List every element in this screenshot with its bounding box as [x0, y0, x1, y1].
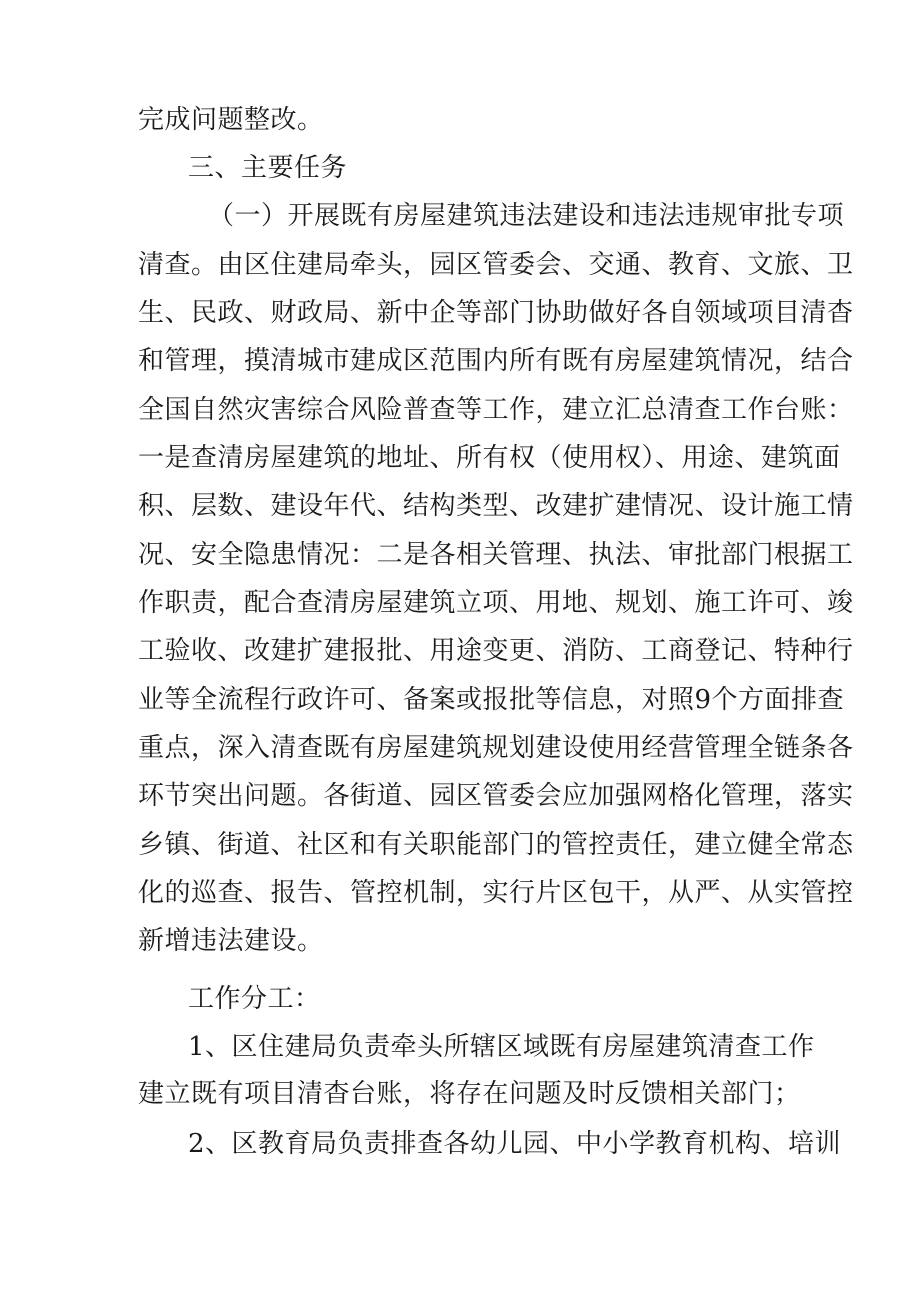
paragraph-line: 积、层数、建设年代、结构类型、改建扩建情况、设计施工情 — [138, 491, 854, 521]
list-item-2-line: 2、区教育局负责排查各幼儿园、中小学教育机构、培训 — [188, 1129, 842, 1159]
section-heading: 三、主要任务 — [188, 153, 348, 183]
paragraph-line: 况、安全隐患情况：二是各相关管理、执法、审批部门根据工 — [138, 540, 854, 570]
paragraph-line: 作职责，配合查清房屋建筑立项、用地、规划、施工许可、竣 — [138, 588, 854, 618]
paragraph-line: 工验收、改建扩建报批、用途变更、消防、工商登记、特种行 — [138, 636, 854, 666]
paragraph-line: 清查。由区住建局牵头，园区管委会、交通、教育、文旅、卫 — [138, 250, 854, 280]
list-item-1-line: 1、区住建局负责牵头所辖区域既有房屋建筑清查工作 — [188, 1032, 815, 1062]
paragraph-line: 生、民政、财政局、新中企等部门协助做好各自领域项目清杳 — [138, 298, 854, 328]
paragraph-line: 一是查清房屋建筑的地址、所有权（使用权）、用途、建筑面 — [138, 443, 841, 473]
list-item-1-continuation: 建立既有项目清杳台账，将存在问题及时反馈相关部门； — [138, 1079, 801, 1109]
paragraph-line: 业等全流程行政许可、备案或报批等信息，对照9个方面排查 — [138, 685, 845, 715]
paragraph-line: 全国自然灾害综合风险普查等工作，建立汇总清查工作台账： — [138, 395, 854, 425]
paragraph-line-continuation: 完成问题整改。 — [138, 105, 324, 135]
paragraph-line-end: 新增违法建设。 — [138, 926, 324, 956]
paragraph-line: 乡镇、街道、社区和有关职能部门的管控责任，建立健全常态 — [138, 830, 854, 860]
work-division-heading: 工作分工： — [188, 984, 321, 1014]
subsection-heading-line: （一）开展既有房屋建筑违法建设和违法违规审批专项 — [208, 201, 845, 231]
paragraph-line: 化的巡查、报告、管控机制，实行片区包干，从严、从实管控 — [138, 878, 854, 908]
paragraph-line: 环节突出问题。各街道、园区管委会应加强网格化管理，落实 — [138, 781, 854, 811]
paragraph-line: 和管理，摸清城市建成区范围内所有既有房屋建筑情况，结合 — [138, 346, 854, 376]
paragraph-line: 重点，深入清查既有房屋建筑规划建设使用经营管理全链条各 — [138, 733, 854, 763]
